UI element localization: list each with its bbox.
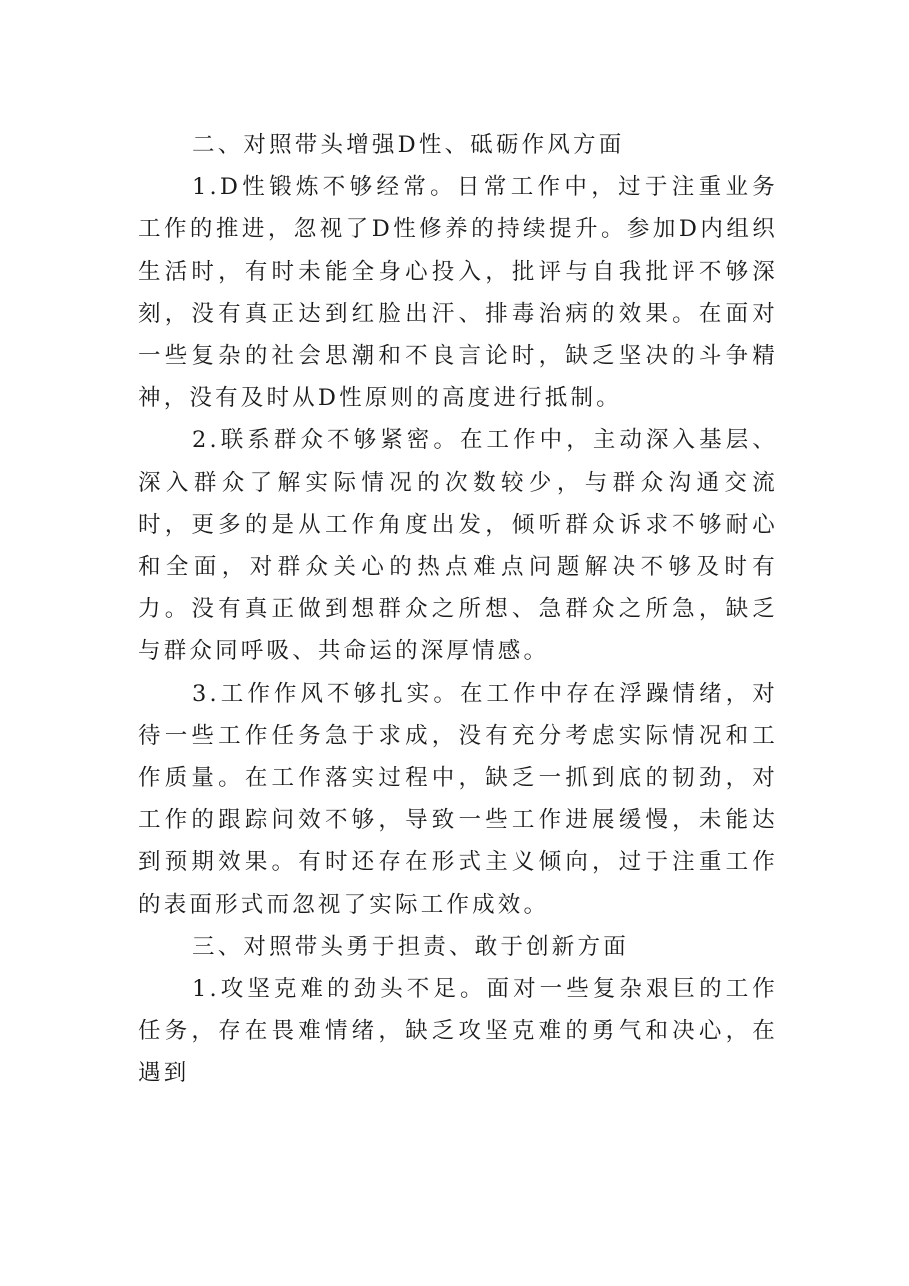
section-heading-2: 二、对照带头增强D性、砥砺作风方面 <box>192 132 625 158</box>
document-body <box>138 124 778 1095</box>
paragraph-2-2: 2.联系群众不够紧密。在工作中，主动深入基层、深入群众了解实际情况的次数较少，与群众沟通交流时，更多的是从工作角度出发，倾听群众诉求不够耐心和全面，对群众关心的热点难点问题解决不够及时有力。没有真正做到想群众之所想、急群众之所急，缺乏与群众同呼吸、共命运的深厚情感。 <box>138 427 778 665</box>
paragraph-3-1: 1.攻坚克难的劲头不足。面对一些复杂艰巨的工作任务，存在畏难情绪，缺乏攻坚克难的勇气和决心，在遇到 <box>138 976 778 1087</box>
paragraph-2-1: 1.D性锻炼不够经常。日常工作中，过于注重业务工作的推进，忽视了D性修养的持续提升。参加D内组织生活时，有时未能全身心投入，批评与自我批评不够深刻，没有真正达到红脸出汗、排毒治病的效果。在面对一些复杂的社会思潮和不良言论时，缺乏坚决的斗争精神，没有及时从D性原则的高度进行抵制。 <box>138 174 778 412</box>
paragraph-2-3: 3.工作作风不够扎实。在工作中存在浮躁情绪，对待一些工作任务急于求成，没有充分考虑实际情况和工作质量。在工作落实过程中，缺乏一抓到底的韧劲，对工作的跟踪问效不够，导致一些工作进展缓慢，未能达到预期效果。有时还存在形式主义倾向，过于注重工作的表面形式而忽视了实际工作成效。 <box>138 680 778 918</box>
section-heading-3: 三、对照带头勇于担责、敢于创新方面 <box>192 933 629 960</box>
